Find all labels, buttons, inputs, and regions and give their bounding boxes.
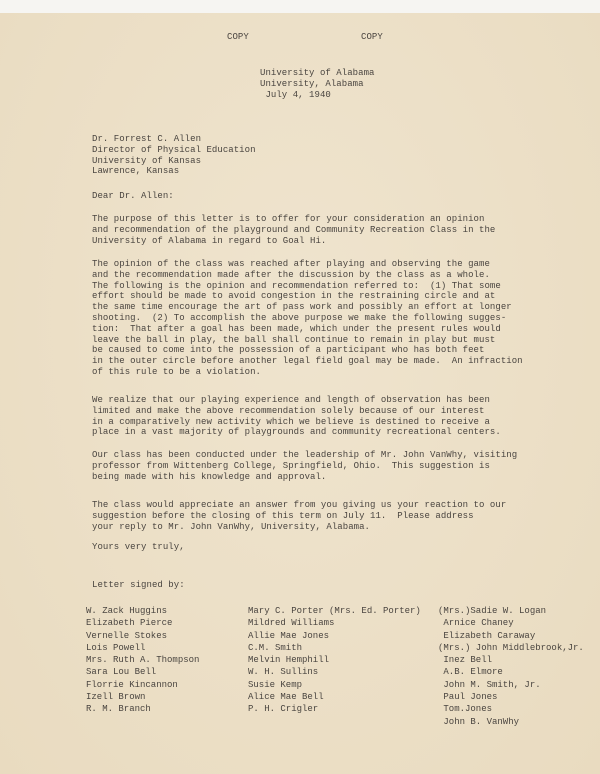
signer-name: (Mrs.) John Middlebrook,Jr. (438, 642, 584, 653)
signer-name: Lois Powell (86, 642, 146, 653)
signer-name: Elizabeth Pierce (86, 618, 173, 629)
salutation: Dear Dr. Allen: (92, 191, 174, 201)
signer-name: Tom.Jones (438, 704, 493, 715)
signer-name: John B. VanWhy (438, 716, 520, 727)
sender-address (260, 68, 374, 100)
recipient-line: Director of Physical Education (92, 144, 256, 155)
copy-mark-left: COPY (227, 32, 249, 42)
signer-name: Mrs. Ruth A. Thompson (86, 655, 200, 666)
signer-name: Sara Lou Bell (86, 667, 157, 678)
signer-name: Mildred Williams (248, 618, 335, 629)
recipient-line: Dr. Forrest C. Allen (92, 134, 202, 144)
signer-name: Melvin Hemphill (248, 655, 330, 666)
paragraph-opinion: The opinion of the class was reached after playing and observing the game and the recommendation made after the discussion by the class as a whole. The following is the opinion and recommendation referred to: (1) That some effort should be made to avoid congestion in the restraining circle and at the same time encourage the art of pass work and possibly an effort at longer shooting. (2) To accomplish the above purpose we make the following sugges- tion: That after a goal has been made, which under the present rules would leave the ball in play, the ball shall continue to remain in play but must be caused to come into the possession of a participant who has both feet in the outer circle before another legal field goal may be made. An infraction of this rule to be a violation. (92, 259, 523, 377)
signer-name: Florrie Kincannon (86, 679, 178, 690)
signer-name: Inez Bell (438, 655, 493, 666)
paragraph-request: The class would appreciate an answer from you giving us your reaction to our suggestion before the closing of this term on July 11. Please address your reply to Mr. John VanWhy, University, Alabama. (92, 500, 507, 532)
signer-name: Izell Brown (86, 692, 146, 703)
signer-name: Arnice Chaney (438, 618, 514, 629)
recipient-address (92, 134, 256, 177)
signer-name: Paul Jones (438, 692, 498, 703)
signer-name: Mary C. Porter (Mrs. Ed. Porter) (248, 606, 421, 616)
signer-name: C.M. Smith (248, 642, 303, 653)
signer-name: Elizabeth Caraway (438, 630, 536, 641)
recipient-line: Lawrence, Kansas (92, 166, 180, 177)
paragraph-leadership: Our class has been conducted under the leadership of Mr. John VanWhy, visiting professor from Wittenberg College, Springfield, Ohio. This suggestion is being made with his knowledge and approval. (92, 450, 518, 482)
signer-name: A.B. Elmore (438, 667, 503, 678)
recipient-line: University of Kansas (92, 155, 202, 166)
signer-name: Alice Mae Bell (248, 692, 324, 703)
signer-name: R. M. Branch (86, 704, 151, 715)
signer-name: John M. Smith, Jr. (438, 679, 541, 690)
sender-line: University of Alabama (260, 68, 375, 78)
signer-name: Susie Kemp (248, 679, 303, 690)
closing: Yours very truly, (92, 542, 185, 552)
paragraph-purpose: The purpose of this letter is to offer for your consideration an opinion and recommendation of the playground and Community Recreation Class in the University of Alabama in regard to Goal Hi. (92, 214, 496, 246)
signed-by-label: Letter signed by: (92, 580, 185, 590)
signer-name: Allie Mae Jones (248, 630, 330, 641)
paragraph-realize: We realize that our playing experience and length of observation has been limited and make the above recommendation solely because of our interest in a comparatively new activity which we believe is destined to receive a place in a vast majority of playgrounds and community recreational centers. (92, 395, 501, 438)
signers-column-3 (438, 605, 584, 728)
signer-name: W. H. Sullins (248, 667, 319, 678)
signer-name: W. Zack Huggins (86, 606, 168, 616)
signers-column-2 (248, 605, 421, 716)
signers-column-1 (86, 605, 199, 716)
signer-name: Vernelle Stokes (86, 630, 168, 641)
signer-name: (Mrs.)Sadie W. Logan (438, 606, 547, 616)
copy-mark-right: COPY (361, 32, 383, 42)
sender-line: University, Alabama (260, 78, 364, 89)
letter-date: July 4, 1940 (260, 89, 331, 100)
signer-name: P. H. Crigler (248, 704, 319, 715)
